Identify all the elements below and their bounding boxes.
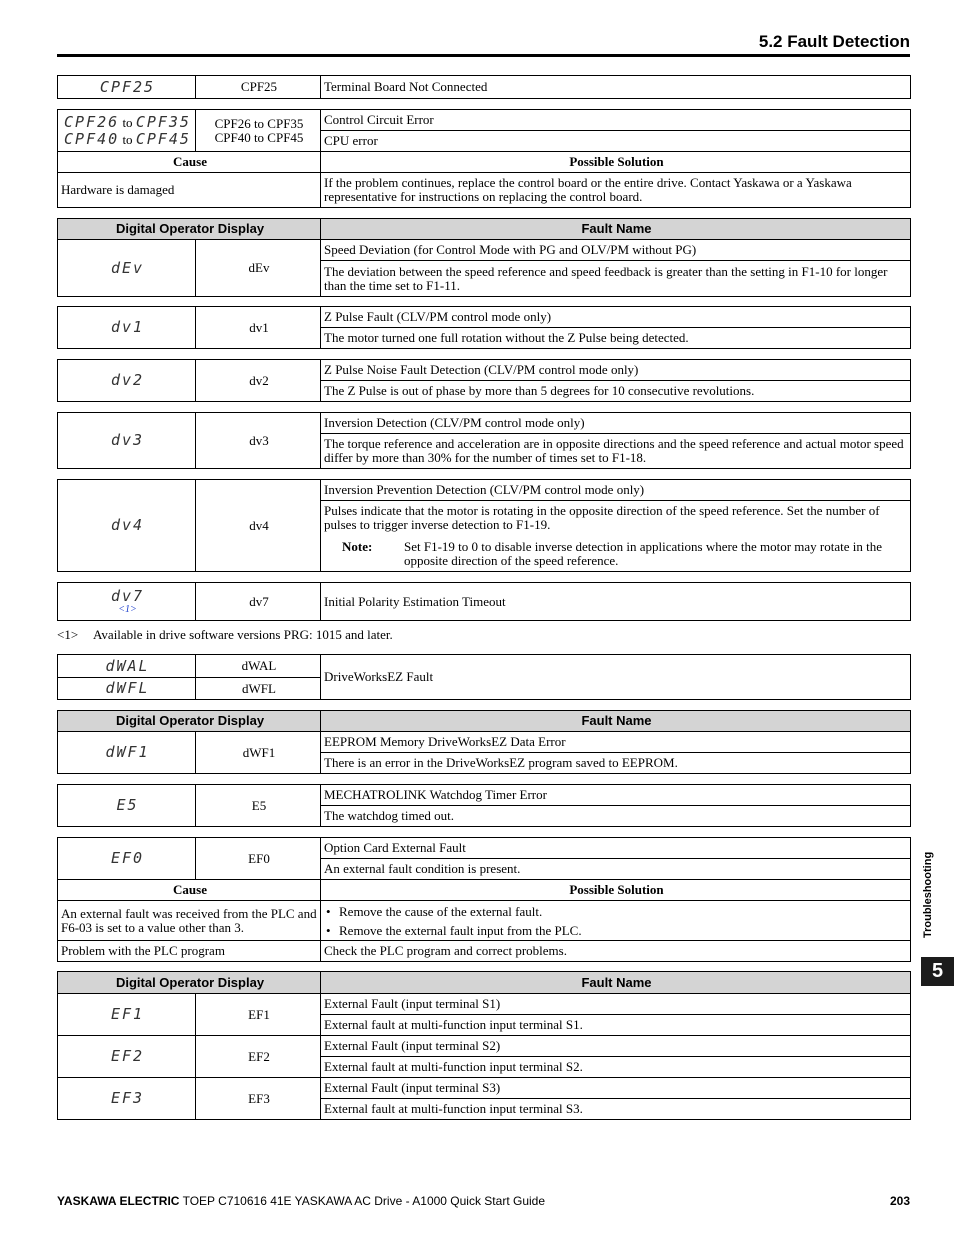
solution-text: Check the PLC program and correct problems.	[321, 941, 911, 962]
fault-table-dev	[57, 218, 911, 297]
solution-header: Possible Solution	[321, 880, 911, 901]
operator-display	[58, 240, 196, 297]
fault-table-ef-terminals	[57, 971, 911, 1120]
fault-code-range: CPF26 to CPF35	[214, 115, 304, 131]
footnote-reference: <1>	[118, 603, 137, 615]
header-rule	[57, 54, 910, 57]
fault-name: DriveWorksEZ Fault	[321, 655, 911, 700]
fault-name: Z Pulse Noise Fault Detection (CLV/PM control mode only)	[321, 360, 911, 381]
table-row	[58, 360, 911, 381]
operator-display	[58, 732, 196, 774]
cause-header: Cause	[58, 152, 321, 173]
display-header: Digital Operator Display	[58, 711, 321, 732]
fault-name: Control Circuit Error	[321, 110, 911, 131]
fault-code	[196, 110, 321, 152]
fault-code: dv2	[196, 360, 321, 402]
fault-code: dv4	[196, 480, 321, 572]
fault-name: External Fault (input terminal S2)	[321, 1036, 911, 1057]
led-code: dv1	[110, 318, 145, 336]
led-code: dWAL	[105, 656, 150, 675]
footer-brand: YASKAWA ELECTRIC	[57, 1194, 180, 1208]
solution-header: Possible Solution	[321, 152, 911, 173]
fault-description: There is an error in the DriveWorksEZ program saved to EEPROM.	[321, 753, 911, 774]
fault-description: External fault at multi-function input terminal S3.	[321, 1099, 911, 1120]
chapter-side-label: Troubleshooting	[922, 851, 934, 938]
footnote-text: Available in drive software versions PRG: 1015 and later.	[93, 627, 393, 642]
solution-list	[324, 902, 909, 940]
cause-header-row	[58, 880, 911, 901]
fault-code: EF0	[196, 838, 321, 880]
fault-table-cpf26	[57, 109, 911, 208]
fault-description: External fault at multi-function input terminal S2.	[321, 1057, 911, 1078]
table-row	[58, 994, 911, 1015]
solution-cell	[321, 901, 911, 941]
fault-code: dv3	[196, 413, 321, 469]
fault-code: E5	[196, 785, 321, 827]
display-header: Digital Operator Display	[58, 219, 321, 240]
fault-description: The deviation between the speed reference and speed feedback is greater than the setting in F1-10 for longer than the time set to F1-11.	[321, 261, 911, 297]
led-code: dEv	[110, 258, 145, 277]
display-header: Digital Operator Display	[58, 972, 321, 994]
fault-table-dv2	[57, 359, 911, 402]
led-code: CPF40	[64, 129, 120, 148]
cause-text: Hardware is damaged	[58, 173, 321, 208]
fault-table-dv3	[57, 412, 911, 469]
led-code: dv2	[110, 371, 145, 389]
fault-table-dwf1	[57, 710, 911, 774]
fault-name-header: Fault Name	[321, 219, 911, 240]
fault-description: The watchdog timed out.	[321, 806, 911, 827]
solution-item: • Remove the external fault input from the PLC.	[324, 921, 909, 940]
fault-name: EEPROM Memory DriveWorksEZ Data Error	[321, 732, 911, 753]
cause-row	[58, 901, 911, 941]
fault-code: dv7	[196, 583, 321, 621]
fault-name: Terminal Board Not Connected	[321, 76, 911, 99]
led-code: EF1	[110, 1005, 145, 1023]
fault-table-dv4	[57, 479, 911, 572]
led-code: E5	[116, 796, 139, 814]
led-code: dWF1	[105, 743, 150, 761]
led-code: CPF45	[135, 129, 191, 148]
led-code: dv4	[110, 516, 145, 534]
fault-name: CPU error	[321, 131, 911, 152]
fault-description: The Z Pulse is out of phase by more than 5 degrees for 10 consecutive revolutions.	[321, 381, 911, 402]
operator-display	[58, 838, 196, 880]
cause-row	[58, 173, 911, 208]
fault-code: CPF25	[196, 76, 321, 99]
note-text: Set F1-19 to 0 to disable inverse detection in applications where the motor may rotate in the opposite direction of the speed reference.	[404, 539, 882, 568]
led-code: dv3	[110, 431, 145, 449]
table-row	[58, 838, 911, 859]
fault-description: Pulses indicate that the motor is rotating in the opposite direction of the speed reference. Set the number of pulses to trigger inverse detection to F1-19.	[324, 503, 880, 532]
operator-display	[58, 360, 196, 402]
fault-description: An external fault condition is present.	[321, 859, 911, 880]
fault-code-range: CPF40 to CPF45	[214, 129, 304, 145]
operator-display	[58, 655, 196, 678]
fault-name: Option Card External Fault	[321, 838, 911, 859]
fault-name: Z Pulse Fault (CLV/PM control mode only)	[321, 307, 911, 328]
cause-header-row	[58, 152, 911, 173]
fault-table-ef0	[57, 837, 911, 962]
fault-name: Speed Deviation (for Control Mode with PG and OLV/PM without PG)	[321, 240, 911, 261]
fault-table-e5	[57, 784, 911, 827]
table-row	[58, 240, 911, 261]
solution-text: If the problem continues, replace the control board or the entire drive. Contact Yaskawa or a Yaskawa representative for instructions on replacing the control board.	[321, 173, 911, 208]
operator-display	[58, 583, 196, 621]
fault-table-cpf25	[57, 75, 911, 99]
fault-code: dWFL	[196, 678, 321, 700]
column-header-row	[58, 972, 911, 994]
fault-code: dWF1	[196, 732, 321, 774]
fault-name: Inversion Prevention Detection (CLV/PM control mode only)	[321, 480, 911, 501]
table-row	[58, 583, 911, 621]
table-row	[58, 110, 911, 131]
fault-description: The torque reference and acceleration are in opposite directions and the speed reference and actual motor speed differ by more than 30% for the number of times set to F1-18.	[321, 434, 911, 469]
range-to: to	[122, 114, 133, 130]
note-label: Note:	[342, 539, 373, 554]
table-row	[58, 655, 911, 678]
footnote-mark: <1>	[57, 627, 79, 642]
fault-name-header: Fault Name	[321, 711, 911, 732]
fault-name: Initial Polarity Estimation Timeout	[321, 583, 911, 621]
cause-row	[58, 941, 911, 962]
fault-code: dv1	[196, 307, 321, 349]
led-code: dWFL	[105, 679, 150, 697]
cause-header: Cause	[58, 880, 321, 901]
led-code: CPF35	[135, 112, 191, 131]
fault-code: EF2	[196, 1036, 321, 1078]
operator-display	[58, 307, 196, 349]
fault-description-cell	[321, 501, 911, 572]
fault-name: MECHATROLINK Watchdog Timer Error	[321, 785, 911, 806]
fault-name: External Fault (input terminal S1)	[321, 994, 911, 1015]
fault-code: EF1	[196, 994, 321, 1036]
operator-display	[58, 480, 196, 572]
fault-table-dv7	[57, 582, 911, 621]
operator-display	[58, 110, 196, 152]
solution-item: • Remove the cause of the external fault.	[324, 902, 909, 921]
column-header-row	[58, 219, 911, 240]
page-footer	[57, 1194, 545, 1208]
led-code: EF2	[110, 1047, 145, 1065]
page-number: 203	[889, 1194, 910, 1208]
led-code: CPF25	[99, 77, 156, 96]
fault-code: EF3	[196, 1078, 321, 1120]
led-code: EF3	[110, 1089, 145, 1107]
cause-text: An external fault was received from the PLC and F6-03 is set to a value other than 3.	[58, 901, 321, 941]
table-row	[58, 785, 911, 806]
table-row	[58, 1036, 911, 1057]
table-row	[58, 307, 911, 328]
note	[324, 540, 909, 568]
fault-name: External Fault (input terminal S3)	[321, 1078, 911, 1099]
range-to: to	[122, 131, 133, 147]
column-header-row	[58, 711, 911, 732]
fault-description: External fault at multi-function input terminal S1.	[321, 1015, 911, 1036]
fault-table-dv1	[57, 306, 911, 349]
fault-name: Inversion Detection (CLV/PM control mode only)	[321, 413, 911, 434]
led-range	[61, 114, 194, 131]
led-code: CPF26	[64, 112, 120, 131]
operator-display	[58, 678, 196, 700]
section-title: 5.2 Fault Detection	[758, 32, 910, 51]
fault-table-dwal	[57, 654, 911, 700]
led-code: dv7	[110, 586, 145, 605]
fault-code: dEv	[196, 240, 321, 297]
table-row	[58, 1078, 911, 1099]
chapter-number-tab: 5	[921, 957, 954, 986]
led-range	[61, 131, 194, 148]
led-code: EF0	[110, 849, 145, 867]
fault-code: dWAL	[196, 655, 321, 678]
table-row	[58, 413, 911, 434]
table-row	[58, 76, 911, 99]
operator-display	[58, 785, 196, 827]
operator-display	[58, 76, 196, 99]
operator-display	[58, 413, 196, 469]
footer-document: TOEP C710616 41E YASKAWA AC Drive - A1000 Quick Start Guide	[182, 1194, 546, 1208]
table-row	[58, 480, 911, 501]
fault-name-header: Fault Name	[321, 972, 911, 994]
table-row	[58, 732, 911, 753]
cause-text: Problem with the PLC program	[58, 941, 321, 962]
operator-display	[58, 1036, 196, 1078]
fault-description: The motor turned one full rotation without the Z Pulse being detected.	[321, 328, 911, 349]
footnote	[57, 628, 393, 642]
operator-display	[58, 1078, 196, 1120]
operator-display	[58, 994, 196, 1036]
